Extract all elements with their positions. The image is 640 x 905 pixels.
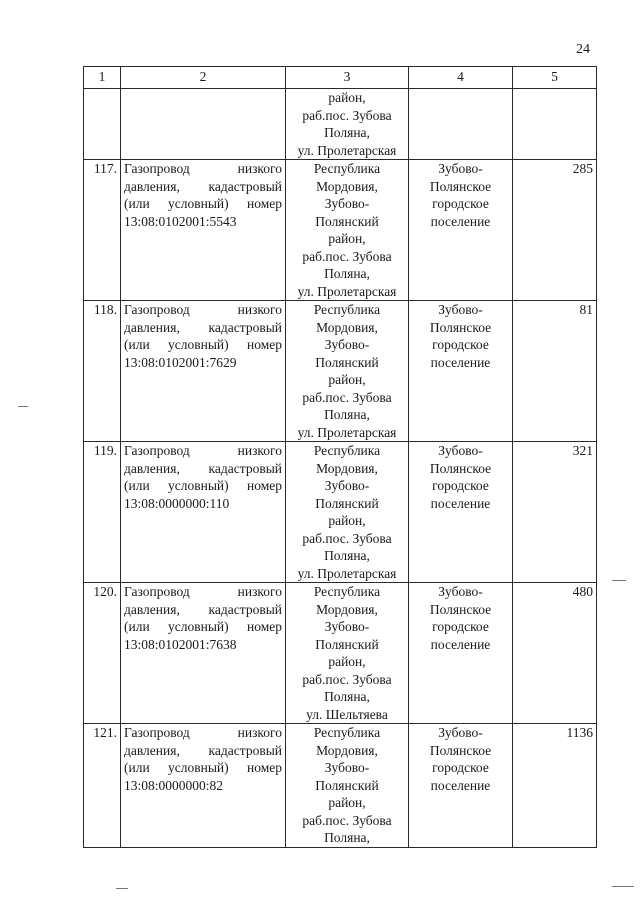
address-line: район, <box>328 795 366 810</box>
address-line: раб.пос. Зубова <box>302 530 392 546</box>
property-register-table <box>83 66 597 848</box>
settlement <box>409 442 513 583</box>
header-col-1: 1 <box>84 67 121 89</box>
address-line: район, <box>328 90 366 105</box>
settlement-line: Зубово- <box>438 443 483 458</box>
address-line: Республика <box>313 302 381 317</box>
object-address <box>286 301 409 442</box>
object-address <box>286 724 409 848</box>
scan-mark <box>18 406 28 407</box>
header-col-5: 5 <box>513 67 597 89</box>
page-number: 24 <box>576 42 590 57</box>
address-line: район, <box>328 513 366 528</box>
address-line: Мордовия, <box>316 601 378 617</box>
settlement-line: Зубово- <box>438 302 483 317</box>
settlement-line: поселение <box>430 495 491 511</box>
row-number: 119. <box>84 442 121 583</box>
table-row <box>84 160 597 301</box>
address-line: Поляна, <box>324 266 370 281</box>
settlement-line: городское <box>432 619 489 634</box>
length-value: 81 <box>513 301 597 442</box>
settlement-line: Полянское <box>429 460 492 476</box>
address-line: Полянский <box>315 495 379 511</box>
object-address <box>286 583 409 724</box>
settlement-line: Полянское <box>429 178 492 194</box>
address-line: Мордовия, <box>316 460 378 476</box>
table-row <box>84 301 597 442</box>
address-line: Республика <box>313 161 381 176</box>
address-line: раб.пос. Зубова <box>302 671 392 687</box>
object-address <box>286 442 409 583</box>
address-line: раб.пос. Зубова <box>302 248 392 264</box>
address-line: Республика <box>313 443 381 458</box>
address-line: Полянский <box>315 636 379 652</box>
length-value: 1136 <box>513 724 597 848</box>
address-line: район, <box>328 231 366 246</box>
scan-mark <box>612 580 626 581</box>
settlement-line: поселение <box>430 636 491 652</box>
header-col-4: 4 <box>409 67 513 89</box>
address-line: Зубово- <box>324 337 370 352</box>
settlement-line: городское <box>432 337 489 352</box>
table-header-row <box>84 67 597 89</box>
scan-mark <box>612 886 634 887</box>
object-name: Газопровод низкого давления, кадастровый (или условный) номер 13:08:0000000:82 <box>121 724 286 848</box>
scan-mark <box>116 888 128 889</box>
address-line: раб.пос. Зубова <box>302 812 392 828</box>
address-line: Мордовия, <box>316 319 378 335</box>
table-row-continued <box>84 89 597 160</box>
address-line: Зубово- <box>324 760 370 775</box>
settlement <box>409 160 513 301</box>
address-line: Поляна, <box>324 125 370 140</box>
cell-address <box>286 89 409 160</box>
table-row <box>84 442 597 583</box>
address-line: район, <box>328 372 366 387</box>
address-line: район, <box>328 654 366 669</box>
address-line: Республика <box>313 584 381 599</box>
settlement-line: Полянское <box>429 319 492 335</box>
address-line: Зубово- <box>324 619 370 634</box>
settlement-line: Зубово- <box>438 725 483 740</box>
object-name: Газопровод низкого давления, кадастровый (или условный) номер 13:08:0102001:5543 <box>121 160 286 301</box>
address-line: Мордовия, <box>316 742 378 758</box>
header-col-3: 3 <box>286 67 409 89</box>
settlement <box>409 583 513 724</box>
table-row <box>84 583 597 724</box>
address-line: раб.пос. Зубова <box>302 389 392 405</box>
address-line: ул. Пролетарская <box>297 424 397 440</box>
cell-length <box>513 89 597 160</box>
object-name: Газопровод низкого давления, кадастровый (или условный) номер 13:08:0102001:7638 <box>121 583 286 724</box>
address-line: Поляна, <box>324 830 370 845</box>
address-line: ул. Пролетарская <box>297 283 397 299</box>
row-number: 120. <box>84 583 121 724</box>
object-name: Газопровод низкого давления, кадастровый (или условный) номер 13:08:0102001:7629 <box>121 301 286 442</box>
settlement-line: городское <box>432 478 489 493</box>
address-line: Поляна, <box>324 548 370 563</box>
address-line: Полянский <box>315 354 379 370</box>
address-line: Мордовия, <box>316 178 378 194</box>
address-line: Республика <box>313 725 381 740</box>
address-line: раб.пос. Зубова <box>302 107 392 123</box>
settlement <box>409 301 513 442</box>
settlement-line: поселение <box>430 777 491 793</box>
table-row <box>84 724 597 848</box>
settlement-line: Полянское <box>429 742 492 758</box>
object-name: Газопровод низкого давления, кадастровый (или условный) номер 13:08:0000000:110 <box>121 442 286 583</box>
header-col-2: 2 <box>121 67 286 89</box>
address-line: Поляна, <box>324 689 370 704</box>
row-number: 117. <box>84 160 121 301</box>
cell-settlement <box>409 89 513 160</box>
length-value: 321 <box>513 442 597 583</box>
row-number: 121. <box>84 724 121 848</box>
address-line: ул. Пролетарская <box>297 142 397 158</box>
address-line: Полянский <box>315 213 379 229</box>
address-line: ул. Шельтяева <box>306 706 388 722</box>
settlement-line: поселение <box>430 213 491 229</box>
address-line: Полянский <box>315 777 379 793</box>
length-value: 480 <box>513 583 597 724</box>
settlement-line: Зубово- <box>438 161 483 176</box>
settlement <box>409 724 513 848</box>
settlement-line: городское <box>432 760 489 775</box>
object-address <box>286 160 409 301</box>
cell-name <box>121 89 286 160</box>
settlement-line: городское <box>432 196 489 211</box>
row-number: 118. <box>84 301 121 442</box>
address-line: Зубово- <box>324 478 370 493</box>
settlement-line: Зубово- <box>438 584 483 599</box>
cell-num <box>84 89 121 160</box>
length-value: 285 <box>513 160 597 301</box>
settlement-line: поселение <box>430 354 491 370</box>
address-line: ул. Пролетарская <box>297 565 397 581</box>
address-line: Поляна, <box>324 407 370 422</box>
settlement-line: Полянское <box>429 601 492 617</box>
address-line: Зубово- <box>324 196 370 211</box>
